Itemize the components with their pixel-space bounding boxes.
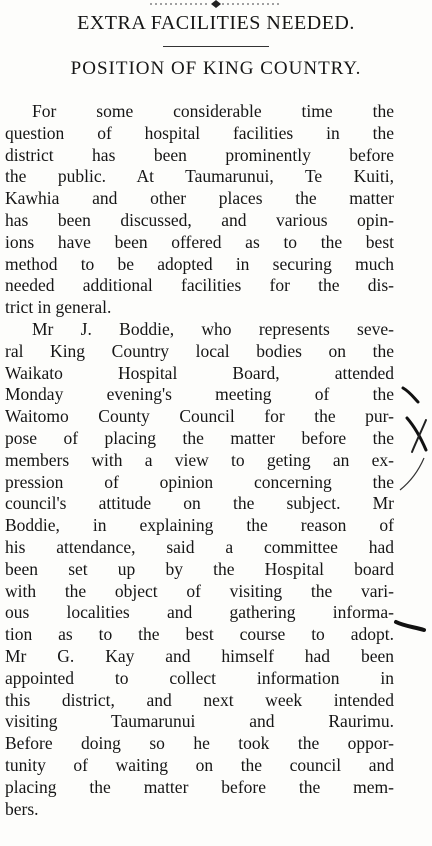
- article-line: the public. At Taumarunui, Te Kuiti,: [5, 166, 394, 187]
- article-line: Waitomo County Council for the pur-: [5, 406, 394, 427]
- article-line: this district, and next week intended: [5, 689, 394, 710]
- article-line: Kawhia and other places the matter: [5, 188, 394, 209]
- article-line: Mr G. Kay and himself had been: [5, 645, 394, 666]
- article-line: bers.: [5, 798, 39, 819]
- article-line: For some considerable time the: [32, 101, 394, 121]
- article-line: trict in general.: [5, 297, 112, 318]
- article-line: district has been prominently before: [5, 144, 394, 165]
- article-line: Boddie, in explaining the reason of: [5, 515, 394, 536]
- article-line: ral King Country local bodies on the: [5, 340, 394, 361]
- article-line: pression of opinion concerning the: [5, 471, 394, 492]
- headline: EXTRA FACILITIES NEEDED.: [77, 12, 355, 34]
- article-line: tunity of waiting on the council and: [5, 754, 394, 775]
- article-line: has been discussed, and various opin-: [5, 209, 394, 230]
- headline-divider: [163, 46, 269, 47]
- article-line: appointed to collect information in: [5, 667, 394, 688]
- article-line: members with a view to geting an ex-: [5, 449, 394, 470]
- article-line: visiting Taumarunui and Raurimu.: [5, 711, 394, 732]
- article-line: pose of placing the matter before the: [5, 427, 394, 448]
- article-line: Waikato Hospital Board, attended: [5, 362, 394, 383]
- article-line: council's attitude on the subject. Mr: [5, 493, 394, 514]
- article-line: Mr J. Boddie, who represents seve-: [32, 318, 394, 339]
- subheadline: POSITION OF KING COUNTRY.: [70, 58, 362, 79]
- article-body: [5, 101, 394, 820]
- article-line: needed additional facilities for the dis-: [5, 275, 394, 296]
- ornament-rule: [0, 0, 432, 10]
- article-line: ions have been offered as to the best: [5, 231, 394, 252]
- article-line: his attendance, said a committee had: [5, 536, 394, 557]
- article-line: method to be adopted in securing much: [5, 253, 394, 274]
- article-line: been set up by the Hospital board: [5, 558, 394, 579]
- article-line: placing the matter before the mem-: [5, 776, 394, 797]
- article-line: Monday evening's meeting of the: [5, 384, 394, 405]
- article-line: with the object of visiting the vari-: [5, 580, 394, 601]
- article-line: Before doing so he took the oppor-: [5, 733, 394, 754]
- article-line: question of hospital facilities in the: [5, 122, 394, 143]
- article-line: ous localities and gathering informa-: [5, 602, 394, 623]
- article-line: tion as to the best course to adopt.: [5, 624, 394, 645]
